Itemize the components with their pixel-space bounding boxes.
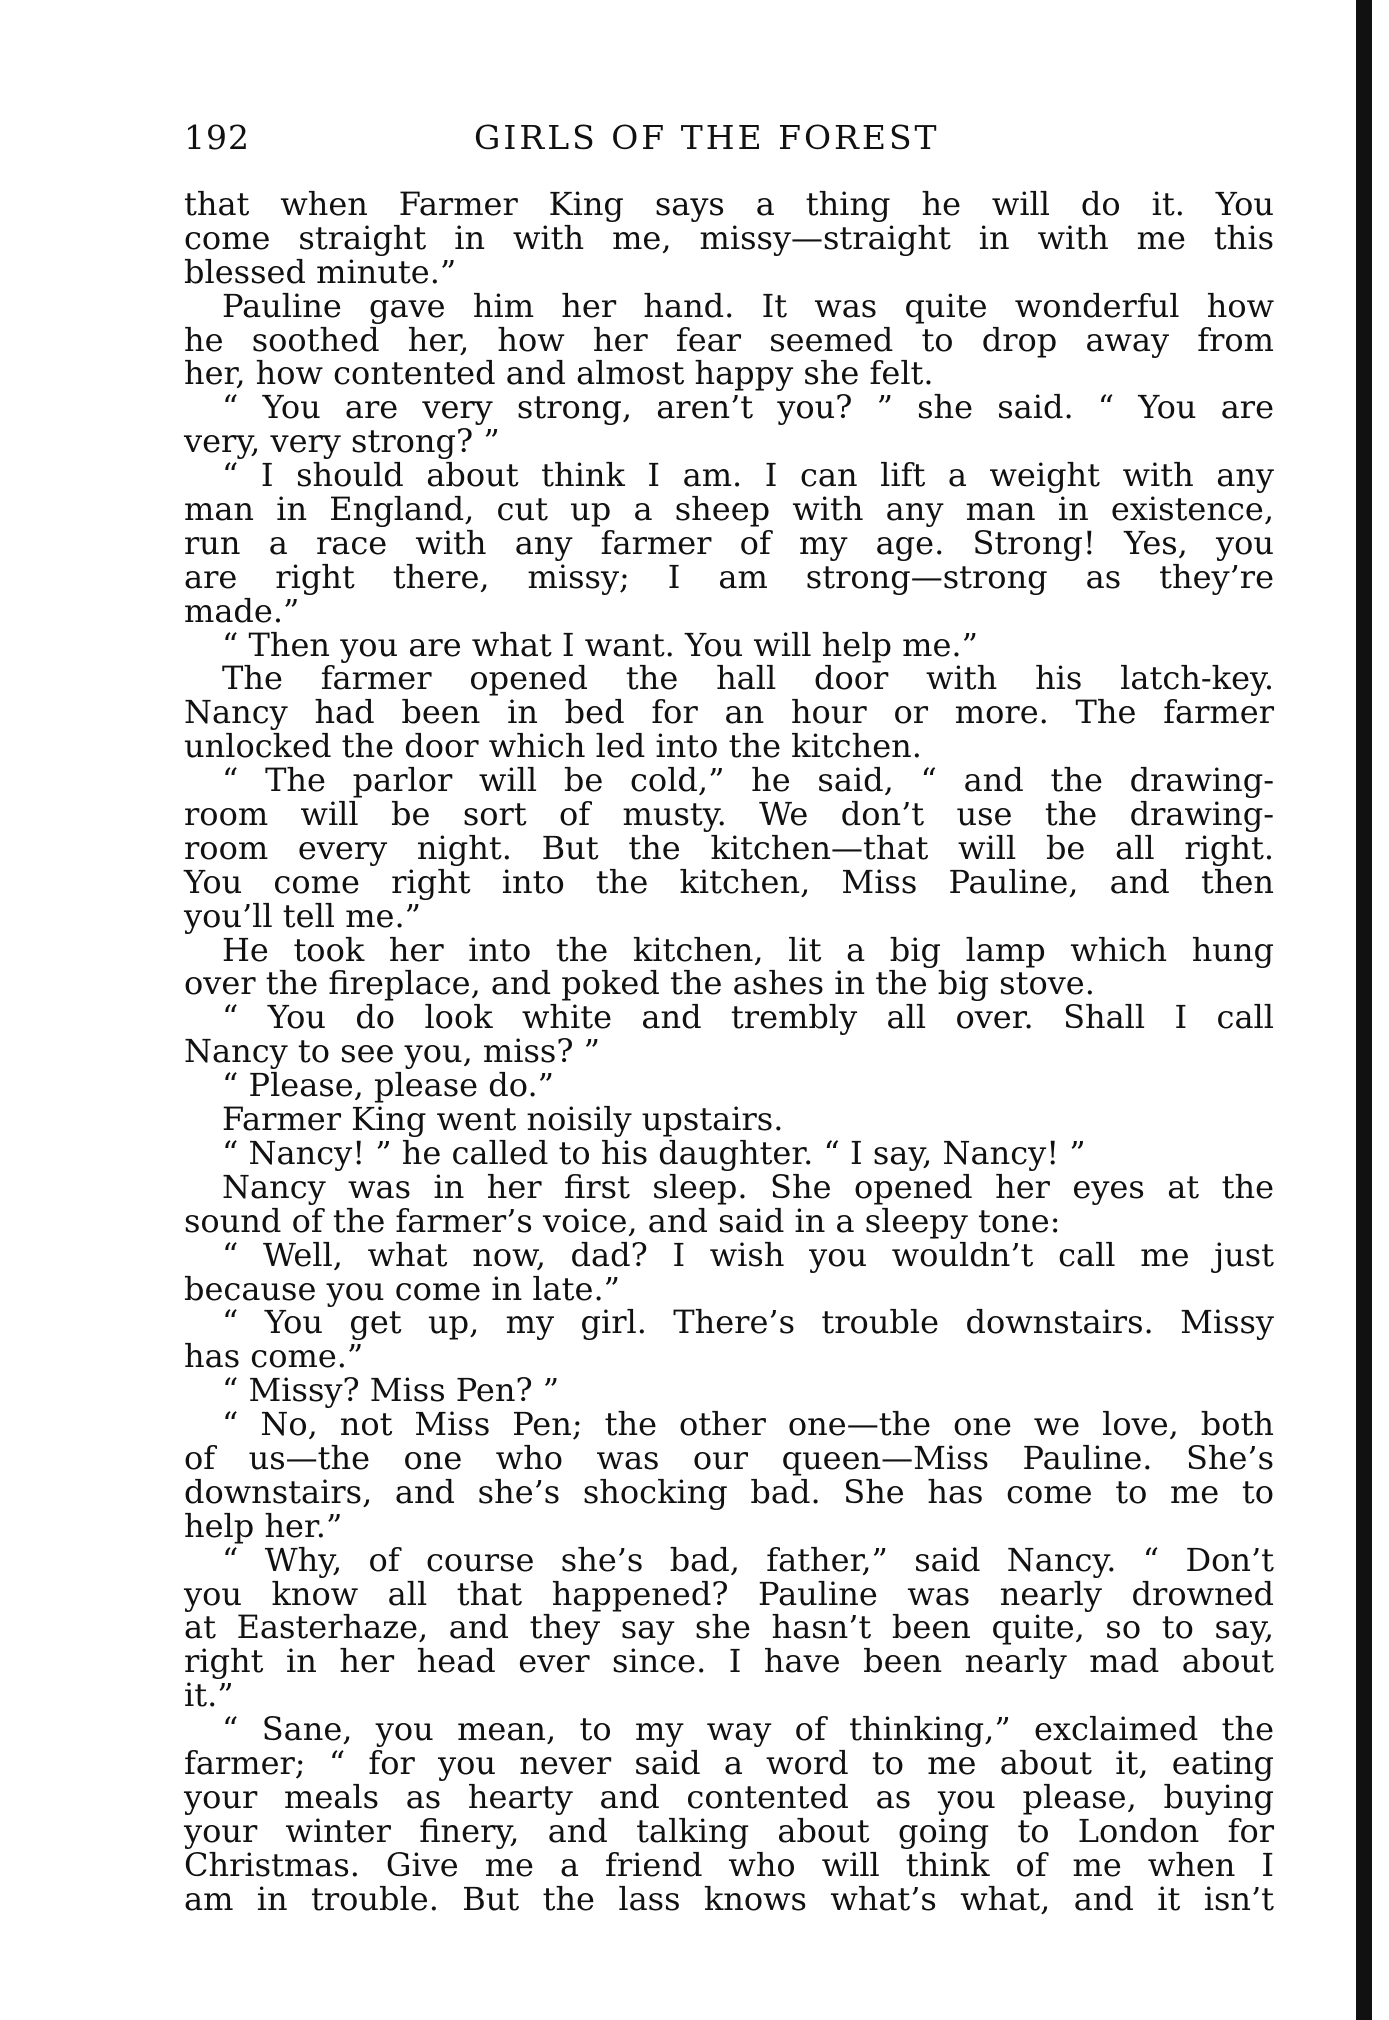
- text-line: “ You are very strong, aren’t you? ” she said. “ You are: [222, 388, 1274, 427]
- text-line: “ Then you are what I want. You will help me.”: [222, 625, 978, 664]
- text-line: your meals as hearty and contented as you please, buying: [184, 1777, 1274, 1816]
- text-line: you know all that happened? Pauline was nearly drowned: [184, 1574, 1274, 1613]
- text-line: at Easterhaze, and they say she hasn’t been quite, so to say,: [184, 1608, 1274, 1647]
- text-line: run a race with any farmer of my age. Strong! Yes, you: [184, 523, 1274, 562]
- text-line: very, very strong? ”: [184, 422, 500, 461]
- text-line: that when Farmer King says a thing he will do it. You: [184, 185, 1274, 223]
- text-line: over the fireplace, and poked the ashes in the big stove.: [184, 964, 1095, 1003]
- text-line: “ Nancy! ” he called to his daughter. “ I say, Nancy! ”: [222, 1133, 1086, 1172]
- text-line: unlocked the door which led into the kitchen.: [184, 727, 922, 766]
- text-line: “ I should about think I am. I can lift a weight with any: [222, 456, 1274, 495]
- text-line: “ Well, what now, dad? I wish you wouldn’t call me just: [222, 1235, 1274, 1274]
- body-text: [184, 185, 1274, 1918]
- text-line: come straight in with me, missy—straight in with me this: [184, 218, 1274, 257]
- text-line: are right there, missy; I am strong—strong as they’re: [184, 557, 1274, 596]
- text-line: The farmer opened the hall door with his latch-key.: [222, 659, 1274, 698]
- text-line: “ You get up, my girl. There’s trouble downstairs. Missy: [222, 1303, 1274, 1342]
- text-line: her, how contented and almost happy she felt.: [184, 354, 934, 393]
- text-line: room will be sort of musty. We don’t use the drawing-: [184, 795, 1274, 834]
- text-line: “ No, not Miss Pen; the other one—the one we love, both: [222, 1405, 1274, 1444]
- text-line: he soothed her, how her fear seemed to drop away from: [184, 320, 1274, 359]
- page-header: [184, 118, 992, 158]
- text-line: “ The parlor will be cold,” he said, “ and the drawing-: [222, 761, 1274, 800]
- text-line: blessed minute.”: [184, 252, 457, 291]
- text-line: you’ll tell me.”: [184, 896, 422, 935]
- text-line: “ Please, please do.”: [222, 1066, 554, 1105]
- text-line: because you come in late.”: [184, 1269, 620, 1308]
- text-line: “ Why, of course she’s bad, father,” said Nancy. “ Don’t: [222, 1540, 1274, 1579]
- text-line: am in trouble. But the lass knows what’s what, and it isn’t: [184, 1879, 1274, 1918]
- text-line: right in her head ever since. I have been nearly mad about: [184, 1642, 1274, 1681]
- text-line: “ Missy? Miss Pen? ”: [222, 1371, 560, 1410]
- text-line: it.”: [184, 1676, 234, 1715]
- text-line: “ Sane, you mean, to my way of thinking,” exclaimed the: [222, 1710, 1274, 1749]
- text-line: of us—the one who was our queen—Miss Pauline. She’s: [184, 1438, 1274, 1477]
- text-line: Christmas. Give me a friend who will think of me when I: [184, 1845, 1274, 1884]
- text-line: Nancy had been in bed for an hour or more. The farmer: [184, 693, 1274, 732]
- text-line: Farmer King went noisily upstairs.: [222, 1100, 784, 1139]
- text-line: made.”: [184, 591, 300, 630]
- page-number: 192: [184, 118, 250, 157]
- text-line: has come.”: [184, 1337, 364, 1376]
- text-line: help her.”: [184, 1506, 343, 1545]
- text-line: farmer; “ for you never said a word to me about it, eating: [184, 1743, 1274, 1782]
- text-line: Nancy was in her first sleep. She opened her eyes at the: [222, 1167, 1274, 1206]
- text-line: your winter finery, and talking about going to London for: [184, 1811, 1274, 1850]
- text-line: downstairs, and she’s shocking bad. She has come to me to: [184, 1472, 1274, 1511]
- text-line: He took her into the kitchen, lit a big lamp which hung: [222, 930, 1274, 969]
- text-line: sound of the farmer’s voice, and said in a sleepy tone:: [184, 1201, 1061, 1240]
- running-head: GIRLS OF THE FOREST: [474, 118, 940, 157]
- page-edge-shadow: [1356, 0, 1372, 2020]
- text-line: You come right into the kitchen, Miss Pauline, and then: [184, 862, 1274, 901]
- text-line: man in England, cut up a sheep with any man in existence,: [184, 490, 1274, 529]
- text-line: “ You do look white and trembly all over. Shall I call: [222, 998, 1274, 1037]
- text-line: Nancy to see you, miss? ”: [184, 1032, 601, 1071]
- text-line: Pauline gave him her hand. It was quite wonderful how: [222, 286, 1274, 325]
- text-line: room every night. But the kitchen—that will be all right.: [184, 828, 1274, 867]
